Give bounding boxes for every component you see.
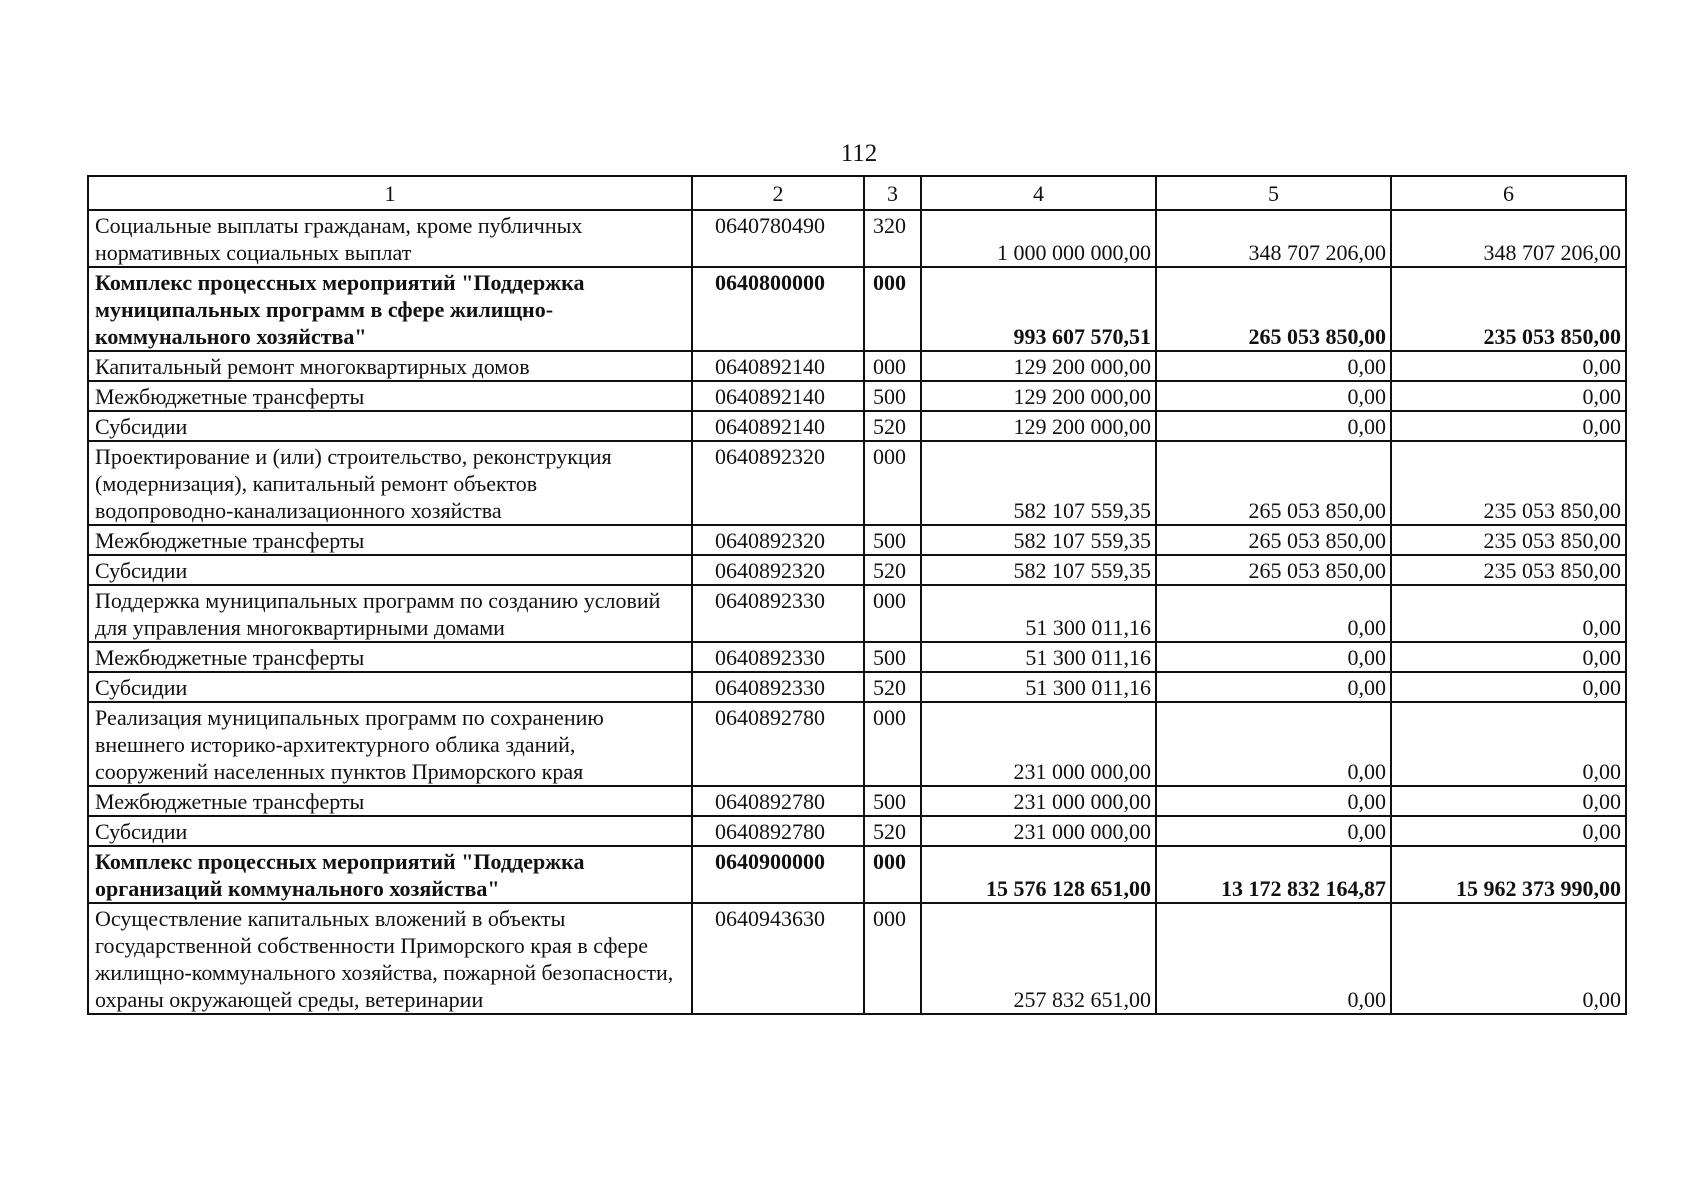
row-code-cell: 0640892330	[692, 585, 864, 642]
row-kvr-cell: 500	[864, 786, 921, 816]
row-amount-col5: 0,00	[1156, 411, 1391, 441]
row-amount-col6: 0,00	[1391, 585, 1626, 642]
row-amount-col4: 1 000 000 000,00	[921, 210, 1156, 267]
table-row	[88, 525, 1626, 555]
row-amount-col4: 993 607 570,51	[921, 267, 1156, 351]
table-row	[88, 441, 1626, 525]
row-code-cell: 0640892780	[692, 702, 864, 786]
row-code-cell: 0640892140	[692, 381, 864, 411]
row-amount-col4: 231 000 000,00	[921, 786, 1156, 816]
row-name-cell: Осуществление капитальных вложений в объекты государственной собственности Приморского края в сфере жилищно-коммунального хозяйства, пожарной безопасности, охраны окружающей среды, ветеринарии	[88, 903, 692, 1014]
row-kvr-cell: 500	[864, 381, 921, 411]
row-amount-col6: 0,00	[1391, 672, 1626, 702]
row-amount-col4: 582 107 559,35	[921, 441, 1156, 525]
table-row	[88, 555, 1626, 585]
row-amount-col4: 129 200 000,00	[921, 381, 1156, 411]
row-amount-col6: 0,00	[1391, 903, 1626, 1014]
row-amount-col6: 0,00	[1391, 786, 1626, 816]
row-amount-col4: 231 000 000,00	[921, 702, 1156, 786]
row-name-cell: Субсидии	[88, 672, 692, 702]
table-row	[88, 267, 1626, 351]
row-kvr-cell: 000	[864, 267, 921, 351]
row-amount-col5: 0,00	[1156, 903, 1391, 1014]
row-name-cell: Межбюджетные трансферты	[88, 381, 692, 411]
table-row	[88, 585, 1626, 642]
row-amount-col4: 51 300 011,16	[921, 642, 1156, 672]
row-kvr-cell: 000	[864, 585, 921, 642]
row-kvr-cell: 000	[864, 702, 921, 786]
row-name-cell: Капитальный ремонт многоквартирных домов	[88, 351, 692, 381]
table-row	[88, 351, 1626, 381]
row-amount-col5: 0,00	[1156, 381, 1391, 411]
row-code-cell: 0640800000	[692, 267, 864, 351]
page-number: 112	[840, 140, 878, 167]
row-name-cell: Межбюджетные трансферты	[88, 642, 692, 672]
column-header-6: 6	[1391, 176, 1626, 210]
row-kvr-cell: 520	[864, 555, 921, 585]
row-amount-col5: 0,00	[1156, 585, 1391, 642]
row-amount-col4: 129 200 000,00	[921, 411, 1156, 441]
row-code-cell: 0640900000	[692, 846, 864, 903]
row-amount-col5: 0,00	[1156, 816, 1391, 846]
row-code-cell: 0640892330	[692, 672, 864, 702]
table-row	[88, 381, 1626, 411]
row-code-cell: 0640892780	[692, 816, 864, 846]
row-amount-col5: 265 053 850,00	[1156, 555, 1391, 585]
row-amount-col4: 51 300 011,16	[921, 585, 1156, 642]
row-amount-col5: 0,00	[1156, 672, 1391, 702]
row-name-cell: Субсидии	[88, 816, 692, 846]
row-kvr-cell: 500	[864, 642, 921, 672]
table-row	[88, 702, 1626, 786]
row-name-cell: Межбюджетные трансферты	[88, 525, 692, 555]
row-name-cell: Проектирование и (или) строительство, реконструкция (модернизация), капитальный ремонт объектов водопроводно-канализационного хозяйства	[88, 441, 692, 525]
column-header-2: 2	[692, 176, 864, 210]
table-row	[88, 846, 1626, 903]
row-kvr-cell: 000	[864, 441, 921, 525]
row-code-cell: 0640892780	[692, 786, 864, 816]
row-code-cell: 0640892330	[692, 642, 864, 672]
row-amount-col5: 0,00	[1156, 702, 1391, 786]
row-kvr-cell: 520	[864, 672, 921, 702]
row-amount-col6: 0,00	[1391, 351, 1626, 381]
row-amount-col6: 235 053 850,00	[1391, 267, 1626, 351]
row-name-cell: Межбюджетные трансферты	[88, 786, 692, 816]
row-amount-col6: 15 962 373 990,00	[1391, 846, 1626, 903]
column-header-3: 3	[864, 176, 921, 210]
column-header-5: 5	[1156, 176, 1391, 210]
row-amount-col5: 265 053 850,00	[1156, 267, 1391, 351]
row-kvr-cell: 500	[864, 525, 921, 555]
row-code-cell: 0640892320	[692, 441, 864, 525]
row-amount-col4: 231 000 000,00	[921, 816, 1156, 846]
table-row	[88, 411, 1626, 441]
row-name-cell: Реализация муниципальных программ по сохранению внешнего историко-архитектурного облика зданий, сооружений населенных пунктов Приморского края	[88, 702, 692, 786]
row-amount-col6: 235 053 850,00	[1391, 525, 1626, 555]
row-amount-col4: 582 107 559,35	[921, 525, 1156, 555]
row-amount-col4: 582 107 559,35	[921, 555, 1156, 585]
row-amount-col6: 235 053 850,00	[1391, 555, 1626, 585]
column-header-1: 1	[88, 176, 692, 210]
row-kvr-cell: 000	[864, 903, 921, 1014]
row-code-cell: 0640780490	[692, 210, 864, 267]
row-amount-col4: 51 300 011,16	[921, 672, 1156, 702]
row-kvr-cell: 000	[864, 846, 921, 903]
row-amount-col5: 265 053 850,00	[1156, 525, 1391, 555]
table-row	[88, 210, 1626, 267]
table-body	[88, 210, 1626, 1014]
row-amount-col4: 257 832 651,00	[921, 903, 1156, 1014]
row-amount-col6: 0,00	[1391, 816, 1626, 846]
row-amount-col5: 0,00	[1156, 786, 1391, 816]
row-amount-col4: 129 200 000,00	[921, 351, 1156, 381]
table-row	[88, 672, 1626, 702]
row-amount-col5: 0,00	[1156, 642, 1391, 672]
row-name-cell: Комплекс процессных мероприятий "Поддержка организаций коммунального хозяйства"	[88, 846, 692, 903]
row-amount-col5: 13 172 832 164,87	[1156, 846, 1391, 903]
row-amount-col6: 0,00	[1391, 411, 1626, 441]
row-amount-col5: 265 053 850,00	[1156, 441, 1391, 525]
row-amount-col6: 0,00	[1391, 702, 1626, 786]
row-code-cell: 0640892320	[692, 555, 864, 585]
table-row	[88, 786, 1626, 816]
row-amount-col6: 0,00	[1391, 642, 1626, 672]
row-amount-col6: 348 707 206,00	[1391, 210, 1626, 267]
column-header-4: 4	[921, 176, 1156, 210]
row-name-cell: Социальные выплаты гражданам, кроме публичных нормативных социальных выплат	[88, 210, 692, 267]
row-kvr-cell: 000	[864, 351, 921, 381]
row-code-cell: 0640892140	[692, 351, 864, 381]
row-kvr-cell: 520	[864, 816, 921, 846]
row-amount-col5: 348 707 206,00	[1156, 210, 1391, 267]
row-amount-col6: 0,00	[1391, 381, 1626, 411]
row-name-cell: Комплекс процессных мероприятий "Поддержка муниципальных программ в сфере жилищно-коммунального хозяйства"	[88, 267, 692, 351]
row-name-cell: Субсидии	[88, 411, 692, 441]
row-amount-col4: 15 576 128 651,00	[921, 846, 1156, 903]
row-kvr-cell: 520	[864, 411, 921, 441]
row-amount-col5: 0,00	[1156, 351, 1391, 381]
row-code-cell: 0640892320	[692, 525, 864, 555]
table-row	[88, 642, 1626, 672]
row-code-cell: 0640943630	[692, 903, 864, 1014]
row-name-cell: Субсидии	[88, 555, 692, 585]
table-header-row	[88, 176, 1626, 210]
table-row	[88, 816, 1626, 846]
table-row	[88, 903, 1626, 1014]
row-code-cell: 0640892140	[692, 411, 864, 441]
row-name-cell: Поддержка муниципальных программ по созданию условий для управления многоквартирными домами	[88, 585, 692, 642]
budget-table	[87, 175, 1627, 1015]
row-kvr-cell: 320	[864, 210, 921, 267]
row-amount-col6: 235 053 850,00	[1391, 441, 1626, 525]
